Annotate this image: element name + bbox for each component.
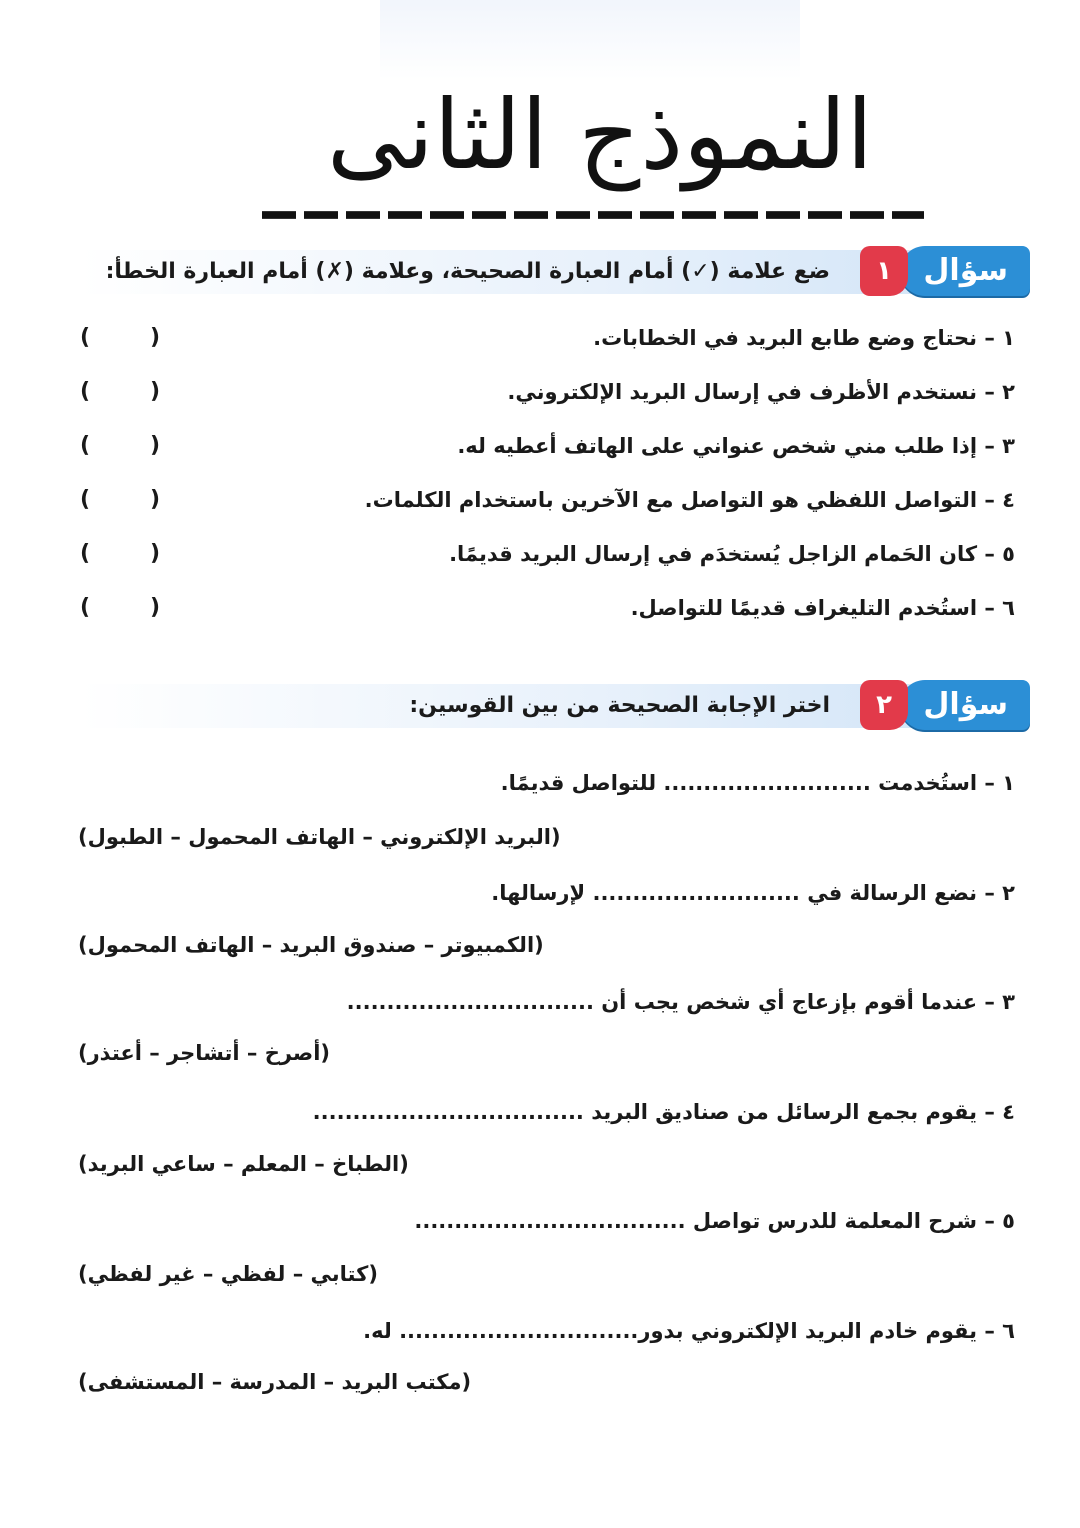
answer-brackets[interactable] [80,534,160,574]
mcq-choices: (أصرخ – أتشاجر – أعتذر) [78,1041,330,1065]
question-label: سؤال [923,687,1008,722]
question-1-instruction: ضع علامة (✓) أمام العبارة الصحيحة، وعلامة (✗) أمام العبارة الخطأ: [105,259,830,284]
mcq-item [70,873,1015,913]
mcq-item [70,982,1015,1022]
mcq-item [70,1092,1015,1132]
bracket-open: ( [80,595,91,620]
mcq-choices: (كتابي – لفظي – غير لفظي) [78,1262,378,1286]
statement-text: ٦ – استُخدم التليغراف قديمًا للتواصل. [630,596,1015,620]
background-tint [380,0,800,80]
bracket-close: ) [149,379,160,404]
question-label: سؤال [923,253,1008,288]
bracket-close: ) [149,595,160,620]
question-2-instruction: اختر الإجابة الصحيحة من بين القوسين: [409,693,830,718]
question-label-pill [900,680,1030,730]
bracket-open: ( [80,433,91,458]
statement-row [70,318,1015,358]
answer-brackets[interactable] [80,372,160,412]
statement-row [70,426,1015,466]
statement-text: ١ – نحتاج وضع طابع البريد في الخطابات. [593,326,1015,350]
bracket-open: ( [80,325,91,350]
bracket-open: ( [80,541,91,566]
mcq-question-text: ٢ – نضع الرسالة في .......................... لإرسالها. [491,881,1015,905]
mcq-question-text: ٦ – يقوم خادم البريد الإلكتروني بدور.............................. له. [363,1319,1015,1343]
title-dashed-underline [262,211,924,219]
bracket-close: ) [149,325,160,350]
answer-brackets[interactable] [80,426,160,466]
bracket-open: ( [80,487,91,512]
statement-row [70,588,1015,628]
question-2-banner [80,680,1030,734]
mcq-item [70,1201,1015,1241]
mcq-item [70,763,1015,803]
bracket-close: ) [149,487,160,512]
statement-row [70,534,1015,574]
mcq-choices: (الطباخ – المعلم – ساعي البريد) [78,1152,409,1176]
mcq-question-text: ٥ – شرح المعلمة للدرس تواصل .................................. [414,1209,1015,1233]
mcq-choices: (الكمبيوتر – صندوق البريد – الهاتف المحمول) [78,933,544,957]
bracket-close: ) [149,541,160,566]
mcq-question-text: ٣ – عندما أقوم بإزعاج أي شخص يجب أن ............................... [346,990,1015,1014]
statement-text: ٢ – نستخدم الأظرف في إرسال البريد الإلكتروني. [507,380,1015,404]
mcq-question-text: ٤ – يقوم بجمع الرسائل من صناديق البريد .................................. [312,1100,1015,1124]
mcq-choices: (مكتب البريد – المدرسة – المستشفى) [78,1370,472,1394]
statement-text: ٣ – إذا طلب مني شخص عنواني على الهاتف أعطيه له. [457,434,1015,458]
statement-text: ٥ – كان الحَمام الزاجل يُستخدَم في إرسال البريد قديمًا. [449,542,1015,566]
answer-brackets[interactable] [80,588,160,628]
mcq-choices: (البريد الإلكتروني – الهاتف المحمول – الطبول) [78,825,561,849]
statement-row [70,372,1015,412]
answer-brackets[interactable] [80,318,160,358]
mcq-question-text: ١ – استُخدمت .......................... للتواصل قديمًا. [500,771,1015,795]
bracket-close: ) [149,433,160,458]
question-1-banner [80,246,1030,300]
statement-row [70,480,1015,520]
statement-text: ٤ – التواصل اللفظي هو التواصل مع الآخرين باستخدام الكلمات. [364,488,1015,512]
answer-brackets[interactable] [80,480,160,520]
question-number: ٢ [860,680,908,730]
question-number: ١ [860,246,908,296]
bracket-open: ( [80,379,91,404]
mcq-item [70,1311,1015,1351]
question-label-pill [900,246,1030,296]
page-title: النموذج الثانى [326,79,874,191]
